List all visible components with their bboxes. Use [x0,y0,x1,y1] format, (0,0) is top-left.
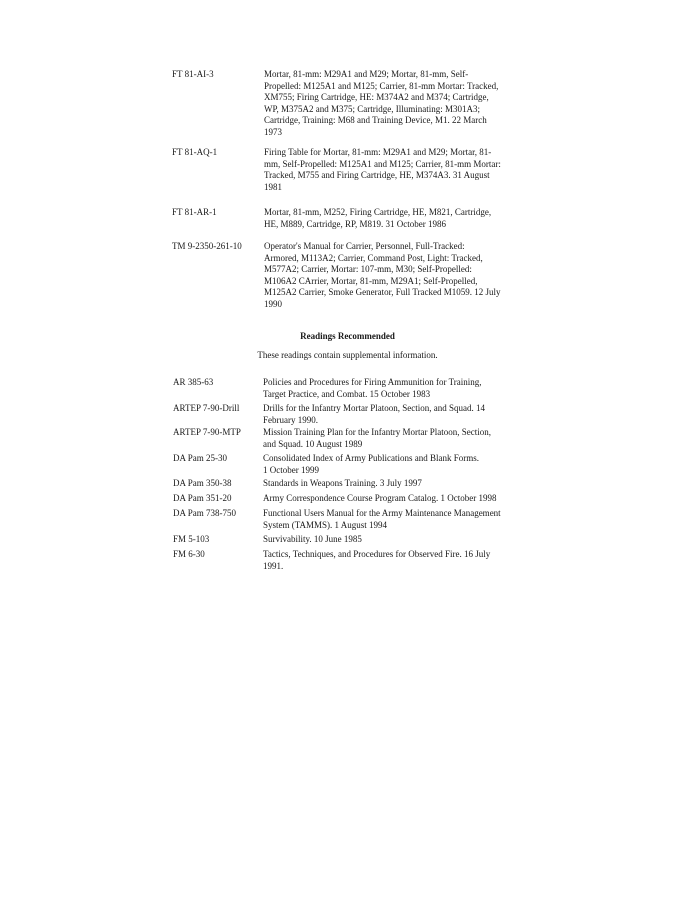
description-line: Cartridge, Training: M68 and Training Device, M1. 22 March [264,115,487,125]
reading-entry [173,478,523,490]
description-line: Target Practice, and Combat. 15 October 1983 [263,388,431,399]
reading-entry [173,508,523,532]
description-line: 1981 [264,181,282,192]
description-line: Policies and Procedures for Firing Ammunition for Training, [263,377,482,387]
reading-entry [173,453,523,477]
reference-description [264,241,526,310]
reading-entry [173,377,523,401]
description-line: Army Correspondence Course Program Catalog. 1 October 1998 [263,493,497,503]
description-line: Armored, M113A2; Carrier, Command Post, Light: Tracked, [264,252,483,263]
description-line: WP, M375A2 and M375; Cartridge, Illuminating: M301A3; [264,103,480,114]
description-line: Tracked, M755 and Firing Cartridge, HE, M374A3. 31 August [264,170,490,180]
description-line: Propelled: M125A1 and M125; Carrier, 81-mm Mortar: Tracked, [264,80,499,91]
reference-description [264,207,526,230]
description-line: System (TAMMS). 1 August 1994 [263,519,388,530]
reading-description [263,377,515,400]
description-line: Survivability. 10 June 1985 [263,534,362,544]
reading-entry [173,549,523,573]
description-line: Mortar, 81-mm, M252, Firing Cartridge, HE, M821, Cartridge, [264,207,492,217]
description-line: Standards in Weapons Training. 3 July 1997 [263,478,422,488]
description-line: Mission Training Plan for the Infantry Mortar Platoon, Section, [263,427,491,437]
reference-entry [172,69,532,139]
section-heading: Readings Recommended [300,331,395,341]
reading-description [263,549,515,572]
description-line: XM755; Firing Cartridge, HE: M374A2 and M374; Cartridge, [264,92,489,102]
reading-code: DA Pam 25-30 [173,453,227,463]
description-line: Tactics, Techniques, and Procedures for Observed Fire. 16 July [263,549,491,559]
description-line: 1973 [264,126,282,137]
reference-entry [172,207,532,231]
reading-description [263,508,515,531]
description-line: 1 October 1999 [263,464,319,475]
reading-code: AR 385-63 [173,377,214,387]
reading-code: FM 5-103 [173,534,210,544]
reference-entry [172,147,532,195]
reading-code: DA Pam 350-38 [173,478,232,488]
reference-entry [172,241,532,311]
description-line: M577A2; Carrier, Mortar: 107-mm, M30; Self-Propelled: [264,264,472,274]
reading-description [263,453,515,476]
description-line: February 1990. [263,414,318,425]
reading-entry [173,403,523,427]
reference-code: FT 81-AI-3 [172,69,214,79]
description-line: M106A2 CArrier, Mortar, 81-mm, M29A1; Self-Propelled, [264,275,478,286]
reading-description [263,478,515,490]
reading-entry [173,427,523,451]
description-line: 1991. [263,560,284,571]
description-line: Functional Users Manual for the Army Maintenance Management [263,508,501,518]
description-line: Mortar, 81-mm: M29A1 and M29; Mortar, 81-mm, Self- [264,69,469,79]
description-line: Operator's Manual for Carrier, Personnel, Full-Tracked: [264,241,465,251]
reading-code: ARTEP 7-90-Drill [173,403,240,413]
description-line: HE, M889, Cartridge, RP, M819. 31 October 1986 [264,218,446,229]
description-line: mm, Self-Propelled: M125A1 and M125; Carrier, 81-mm Mortar: [264,158,501,169]
reading-entry [173,534,523,546]
reference-code: FT 81-AQ-1 [172,147,218,157]
description-line: and Squad. 10 August 1989 [263,438,363,449]
reading-description [263,403,515,426]
reading-entry [173,493,523,505]
description-line: 1990 [264,298,282,309]
reading-description [263,493,515,505]
reading-code: ARTEP 7-90-MTP [173,427,241,437]
description-line: M125A2 Carrier, Smoke Generator, Full Tracked M1059. 12 July [264,287,501,297]
reading-description [263,427,515,450]
reading-code: FM 6-30 [173,549,205,559]
description-line: Drills for the Infantry Mortar Platoon, Section, and Squad. 14 [263,403,485,413]
reference-code: TM 9-2350-261-10 [172,241,242,251]
reference-description [264,69,526,138]
description-line: Consolidated Index of Army Publications and Blank Forms. [263,453,479,463]
reading-code: DA Pam 351-20 [173,493,232,503]
reference-code: FT 81-AR-1 [172,207,217,217]
reading-code: DA Pam 738-750 [173,508,236,518]
reading-description [263,534,515,546]
description-line: Firing Table for Mortar, 81-mm: M29A1 and M29; Mortar, 81- [264,147,492,157]
section-intro: These readings contain supplemental information. [257,350,438,360]
reference-description [264,147,526,193]
